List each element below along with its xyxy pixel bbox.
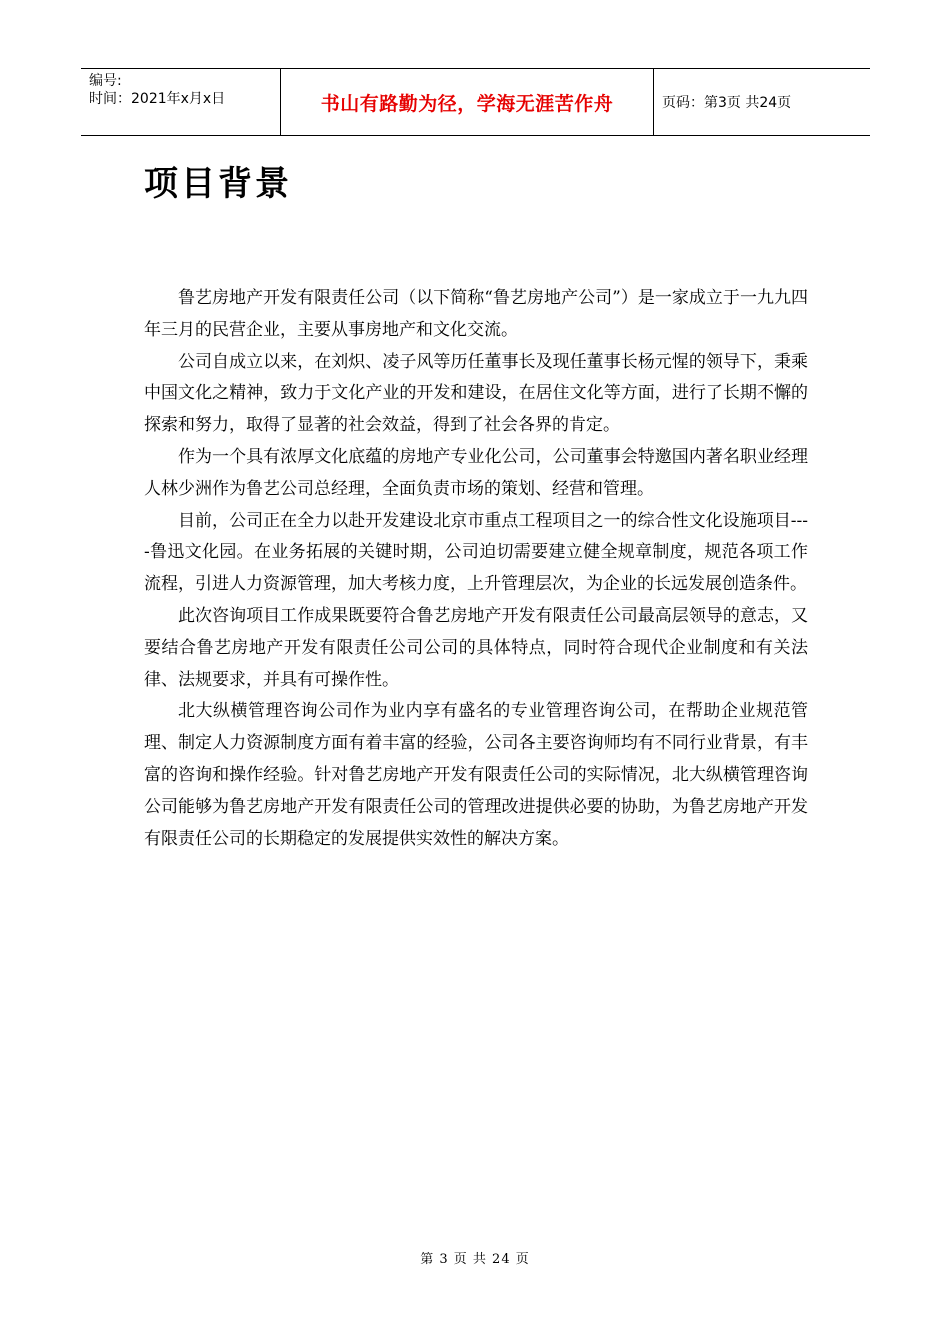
paragraph: 此次咨询项目工作成果既要符合鲁艺房地产开发有限责任公司最高层领导的意志，又要结合鲁艺房地产开发有限责任公司公司的具体特点，同时符合现代企业制度和有关法律、法规要求，并具有可操作性。 [144,605,808,690]
document-number-label: 编号: [89,73,122,89]
header-motto: 书山有路勤为径，学海无涯苦作舟 [281,69,654,135]
page-header [81,68,870,136]
page-title: 项目背景 [144,164,292,204]
document-body [144,283,808,855]
header-meta [81,69,281,135]
document-date: 时间：2021年x月x日 [89,91,226,107]
paragraph: 目前，公司正在全力以赴开发建设北京市重点工程项目之一的综合性文化设施项目----鲁迅文化园。在业务拓展的关键时期，公司迫切需要建立健全规章制度，规范各项工作流程，引进人力资源管理，加大考核力度，上升管理层次，为企业的长远发展创造条件。 [144,510,808,595]
paragraph: 作为一个具有浓厚文化底蕴的房地产专业化公司，公司董事会特邀国内著名职业经理人林少洲作为鲁艺公司总经理，全面负责市场的策划、经营和管理。 [144,446,808,499]
paragraph: 北大纵横管理咨询公司作为业内享有盛名的专业管理咨询公司，在帮助企业规范管理、制定人力资源制度方面有着丰富的经验，公司各主要咨询师均有不同行业背景，有丰富的咨询和操作经验。针对鲁艺房地产开发有限责任公司的实际情况，北大纵横管理咨询公司能够为鲁艺房地产开发有限责任公司的管理改进提供必要的协助，为鲁艺房地产开发有限责任公司的长期稳定的发展提供实效性的解决方案。 [144,701,808,849]
page-footer: 第 3 页 共 24 页 [420,1252,530,1267]
paragraph: 公司自成立以来，在刘炽、凌子风等历任董事长及现任董事长杨元惺的领导下，秉乘中国文化之精神，致力于文化产业的开发和建设，在居住文化等方面，进行了长期不懈的探索和努力，取得了显著的社会效益，得到了社会各界的肯定。 [144,351,808,436]
header-page-info: 页码：第3页 共24页 [662,95,792,111]
paragraph: 鲁艺房地产开发有限责任公司（以下简称“鲁艺房地产公司”）是一家成立于一九九四年三月的民营企业，主要从事房地产和文化交流。 [144,288,808,340]
